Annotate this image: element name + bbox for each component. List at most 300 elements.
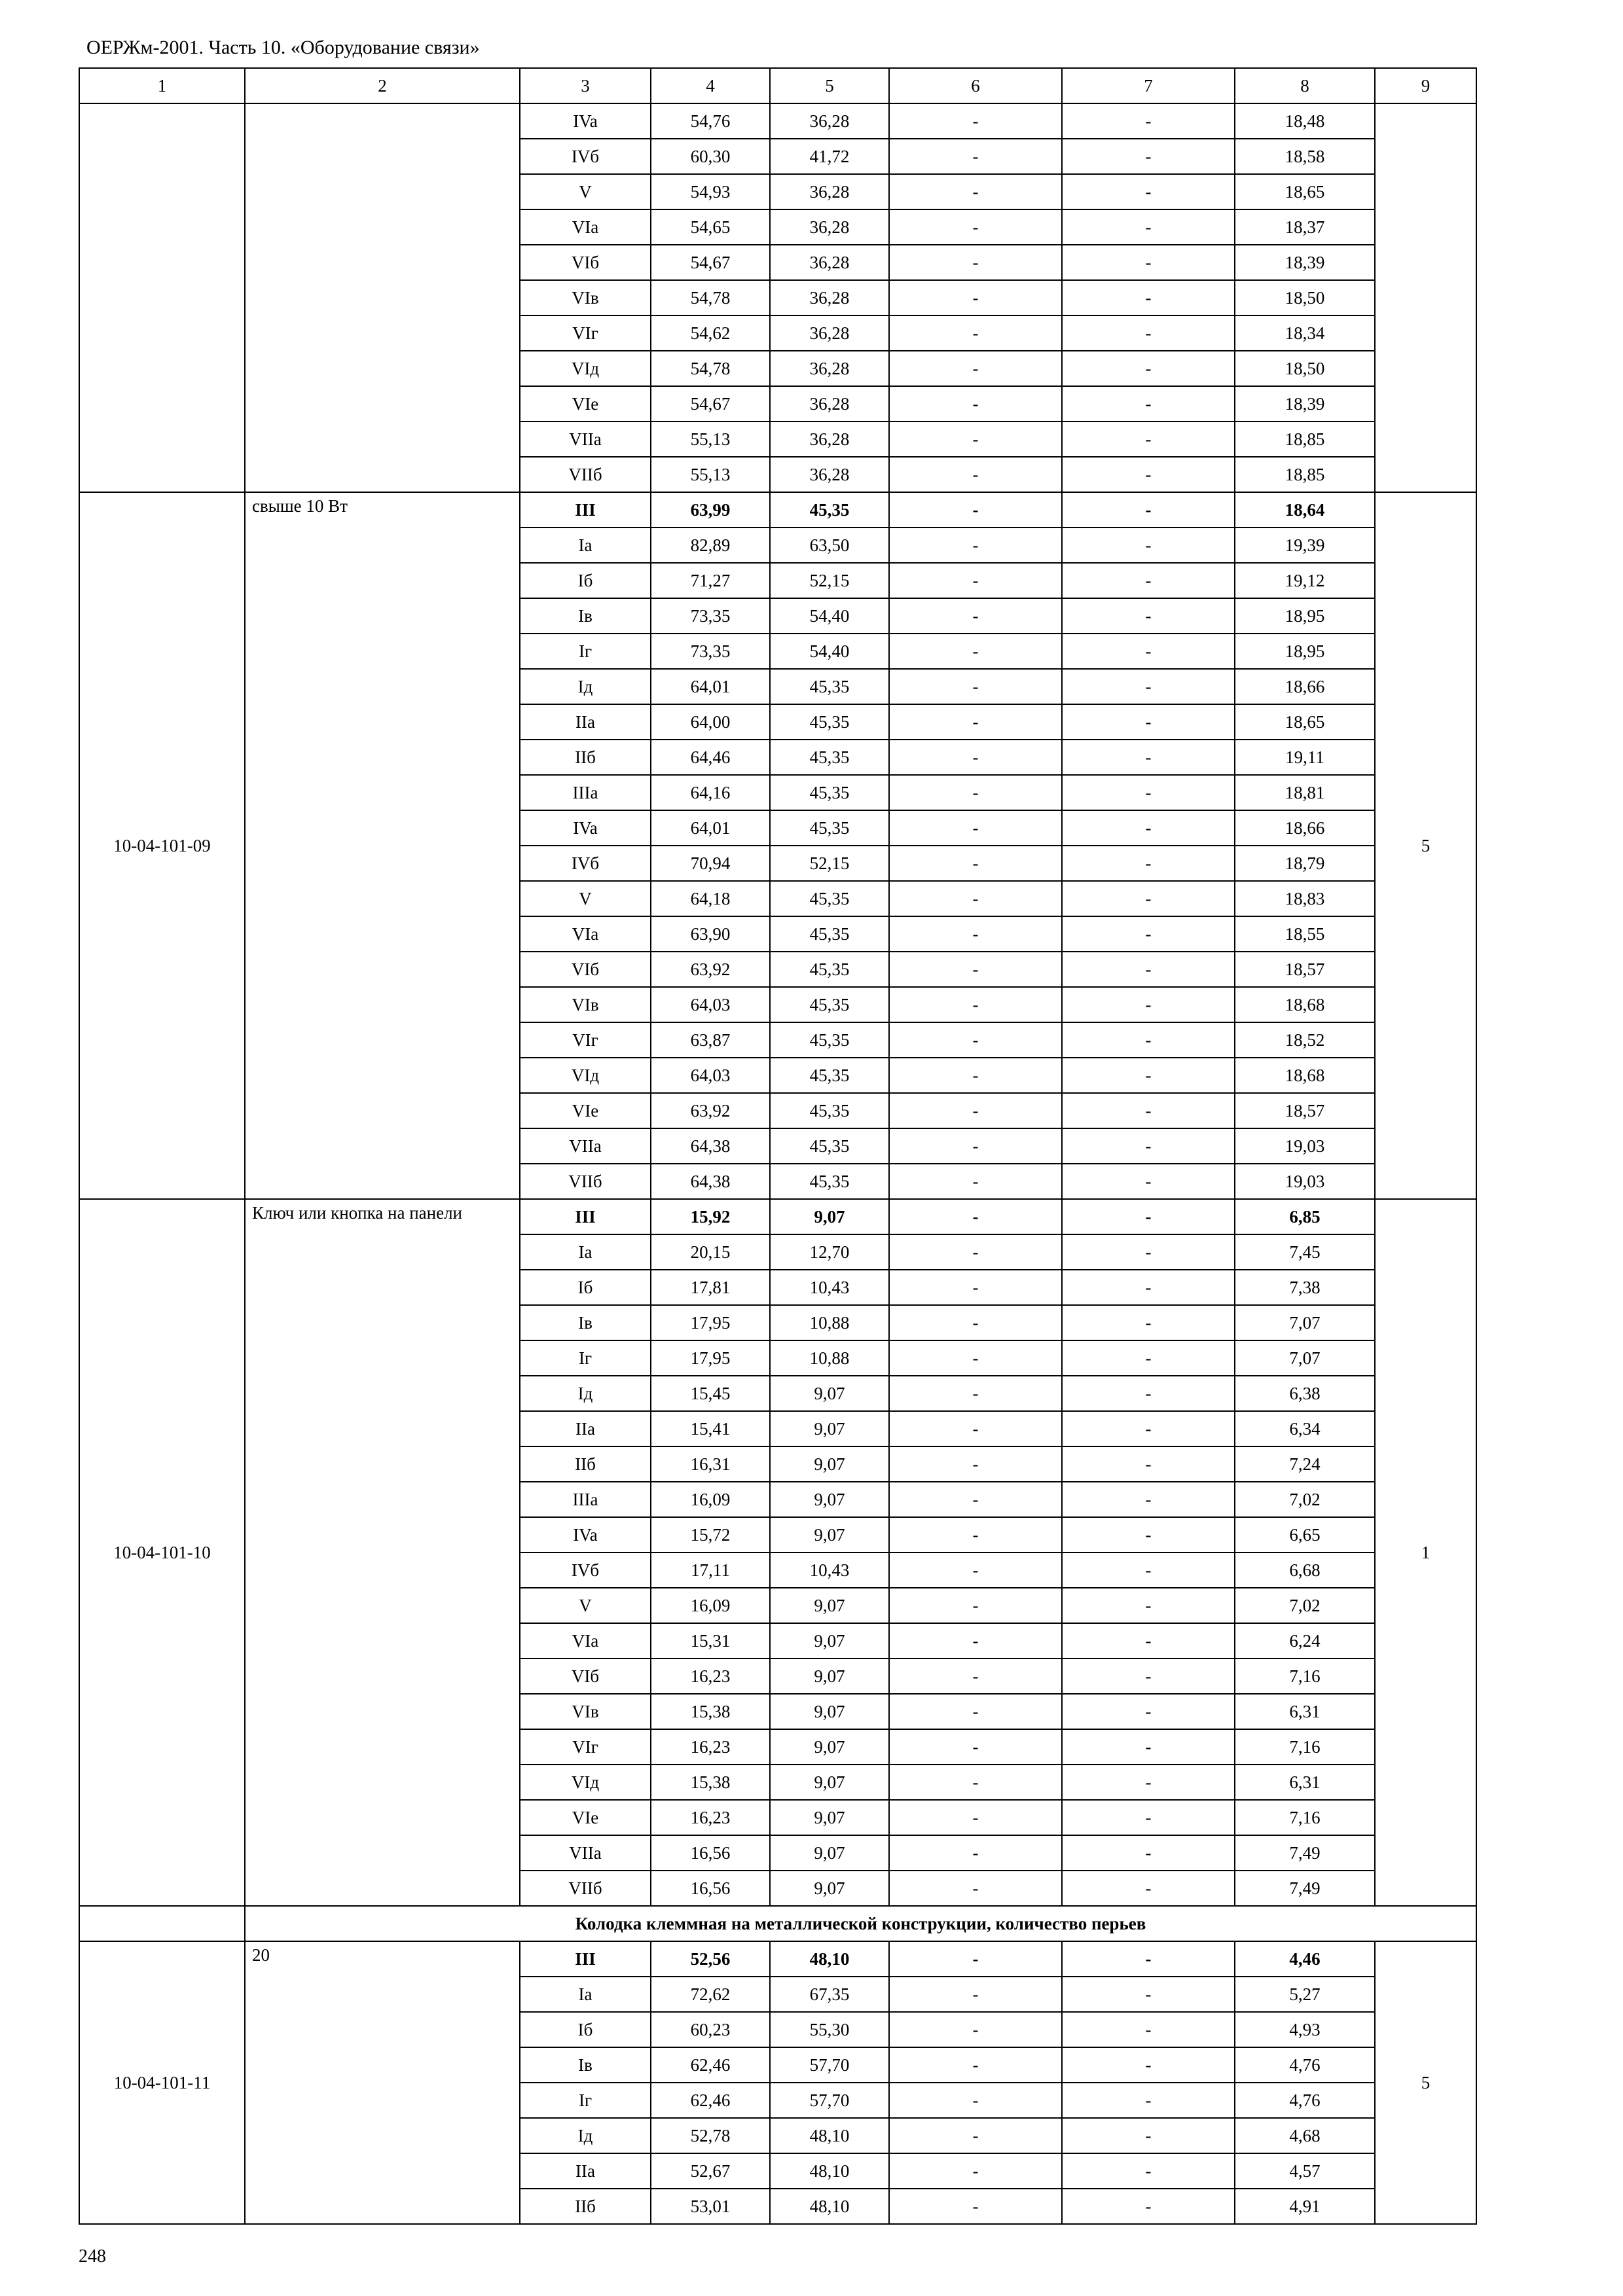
value-col8-cell: 19,03: [1235, 1164, 1375, 1199]
value-col4-cell: 15,72: [651, 1517, 770, 1552]
category-cell: VIб: [520, 952, 651, 987]
value-col8-cell: 18,52: [1235, 1022, 1375, 1058]
value-col7-cell: -: [1062, 1411, 1235, 1446]
value-col6-cell: -: [889, 563, 1062, 598]
value-col6-cell: -: [889, 1659, 1062, 1694]
category-cell: Iв: [520, 598, 651, 634]
category-cell: IIб: [520, 740, 651, 775]
category-cell: Iд: [520, 2118, 651, 2153]
section-title-row: [79, 1906, 1476, 1941]
value-col5-cell: 45,35: [770, 916, 889, 952]
category-cell: Iг: [520, 2083, 651, 2118]
value-col6-cell: -: [889, 457, 1062, 492]
category-cell: Iв: [520, 1305, 651, 1340]
value-col4-cell: 16,56: [651, 1871, 770, 1906]
value-col7-cell: -: [1062, 1022, 1235, 1058]
value-col5-cell: 9,07: [770, 1482, 889, 1517]
value-col6-cell: -: [889, 2012, 1062, 2047]
value-col8-cell: 18,34: [1235, 315, 1375, 351]
name-cell: [245, 103, 520, 492]
value-col4-cell: 64,46: [651, 740, 770, 775]
category-cell: IVб: [520, 846, 651, 881]
value-col6-cell: -: [889, 1977, 1062, 2012]
column-number-2: 2: [245, 68, 520, 103]
value-col4-cell: 64,16: [651, 775, 770, 810]
value-col6-cell: -: [889, 280, 1062, 315]
category-cell: IVa: [520, 1517, 651, 1552]
value-col8-cell: 6,65: [1235, 1517, 1375, 1552]
value-col5-cell: 45,35: [770, 740, 889, 775]
value-col7-cell: -: [1062, 1552, 1235, 1588]
value-col5-cell: 57,70: [770, 2083, 889, 2118]
value-col8-cell: 7,02: [1235, 1482, 1375, 1517]
value-col5-cell: 9,07: [770, 1871, 889, 1906]
value-col5-cell: 48,10: [770, 2189, 889, 2224]
value-col6-cell: -: [889, 1765, 1062, 1800]
value-col8-cell: 18,50: [1235, 351, 1375, 386]
value-col8-cell: 7,38: [1235, 1270, 1375, 1305]
category-cell: VIб: [520, 1659, 651, 1694]
value-col7-cell: -: [1062, 952, 1235, 987]
value-col8-cell: 18,39: [1235, 386, 1375, 422]
value-col6-cell: -: [889, 846, 1062, 881]
value-col7-cell: -: [1062, 1128, 1235, 1164]
value-col5-cell: 54,40: [770, 598, 889, 634]
value-col5-cell: 45,35: [770, 704, 889, 740]
value-col7-cell: -: [1062, 174, 1235, 209]
value-col7-cell: -: [1062, 528, 1235, 563]
category-cell: VIIa: [520, 1128, 651, 1164]
category-cell: IIб: [520, 2189, 651, 2224]
value-col5-cell: 36,28: [770, 351, 889, 386]
value-col7-cell: -: [1062, 1588, 1235, 1623]
column-number-9: 9: [1375, 68, 1476, 103]
value-col7-cell: -: [1062, 1941, 1235, 1977]
value-col7-cell: -: [1062, 1093, 1235, 1128]
value-col7-cell: -: [1062, 987, 1235, 1022]
value-col4-cell: 54,78: [651, 351, 770, 386]
category-cell: VIг: [520, 1729, 651, 1765]
value-col5-cell: 36,28: [770, 209, 889, 245]
value-col6-cell: -: [889, 386, 1062, 422]
value-col8-cell: 18,50: [1235, 280, 1375, 315]
value-col5-cell: 10,88: [770, 1340, 889, 1376]
value-col6-cell: -: [889, 1941, 1062, 1977]
value-col7-cell: -: [1062, 457, 1235, 492]
value-col6-cell: -: [889, 2083, 1062, 2118]
category-cell: VIIб: [520, 457, 651, 492]
value-col7-cell: -: [1062, 139, 1235, 174]
value-col4-cell: 16,56: [651, 1835, 770, 1871]
category-cell: VIб: [520, 245, 651, 280]
value-col5-cell: 10,88: [770, 1305, 889, 1340]
value-col7-cell: -: [1062, 846, 1235, 881]
value-col7-cell: -: [1062, 1340, 1235, 1376]
value-col7-cell: -: [1062, 1305, 1235, 1340]
value-col7-cell: -: [1062, 916, 1235, 952]
category-cell: VIв: [520, 987, 651, 1022]
value-col8-cell: 4,91: [1235, 2189, 1375, 2224]
value-col5-cell: 9,07: [770, 1199, 889, 1234]
value-col6-cell: -: [889, 351, 1062, 386]
value-col8-cell: 18,65: [1235, 704, 1375, 740]
value-col8-cell: 18,85: [1235, 422, 1375, 457]
value-col5-cell: 10,43: [770, 1552, 889, 1588]
value-col7-cell: -: [1062, 881, 1235, 916]
value-col5-cell: 10,43: [770, 1270, 889, 1305]
value-col8-cell: 7,49: [1235, 1835, 1375, 1871]
value-col4-cell: 60,23: [651, 2012, 770, 2047]
value-col5-cell: 9,07: [770, 1517, 889, 1552]
section-blank-cell: [79, 1906, 245, 1941]
value-col4-cell: 54,67: [651, 386, 770, 422]
value-col5-cell: 45,35: [770, 669, 889, 704]
value-col6-cell: -: [889, 1128, 1062, 1164]
value-col4-cell: 52,67: [651, 2153, 770, 2189]
value-col7-cell: -: [1062, 1623, 1235, 1659]
column-number-5: 5: [770, 68, 889, 103]
category-cell: VIe: [520, 1093, 651, 1128]
value-col6-cell: -: [889, 1871, 1062, 1906]
category-cell: V: [520, 1588, 651, 1623]
value-col5-cell: 9,07: [770, 1694, 889, 1729]
column-number-7: 7: [1062, 68, 1235, 103]
value-col5-cell: 9,07: [770, 1659, 889, 1694]
value-col6-cell: -: [889, 245, 1062, 280]
value-col6-cell: -: [889, 315, 1062, 351]
value-col6-cell: -: [889, 634, 1062, 669]
value-col8-cell: 4,76: [1235, 2083, 1375, 2118]
category-cell: Iд: [520, 669, 651, 704]
value-col7-cell: -: [1062, 315, 1235, 351]
value-col8-cell: 4,68: [1235, 2118, 1375, 2153]
value-col4-cell: 64,03: [651, 1058, 770, 1093]
value-col6-cell: -: [889, 704, 1062, 740]
value-col7-cell: -: [1062, 1270, 1235, 1305]
value-col5-cell: 52,15: [770, 846, 889, 881]
value-col4-cell: 53,01: [651, 2189, 770, 2224]
value-col5-cell: 45,35: [770, 1128, 889, 1164]
name-cell: Ключ или кнопка на панели: [245, 1199, 520, 1906]
value-col8-cell: 7,02: [1235, 1588, 1375, 1623]
value-col8-cell: 18,39: [1235, 245, 1375, 280]
value-col8-cell: 6,68: [1235, 1552, 1375, 1588]
code-cell: 10-04-101-11: [79, 1941, 245, 2224]
value-col8-cell: 18,66: [1235, 669, 1375, 704]
value-col5-cell: 45,35: [770, 492, 889, 528]
value-col5-cell: 63,50: [770, 528, 889, 563]
value-col4-cell: 17,95: [651, 1340, 770, 1376]
value-col8-cell: 19,11: [1235, 740, 1375, 775]
unit-cell: [1375, 103, 1476, 492]
value-col6-cell: -: [889, 1800, 1062, 1835]
page-header: ОЕРЖм-2001. Часть 10. «Оборудование связи»: [86, 37, 480, 58]
category-cell: VIд: [520, 1058, 651, 1093]
value-col4-cell: 54,67: [651, 245, 770, 280]
value-col8-cell: 6,31: [1235, 1765, 1375, 1800]
value-col4-cell: 15,92: [651, 1199, 770, 1234]
value-col6-cell: -: [889, 209, 1062, 245]
value-col6-cell: -: [889, 2153, 1062, 2189]
value-col7-cell: -: [1062, 1164, 1235, 1199]
value-col4-cell: 64,03: [651, 987, 770, 1022]
value-col6-cell: -: [889, 1552, 1062, 1588]
category-cell: IVб: [520, 1552, 651, 1588]
value-col8-cell: 18,68: [1235, 1058, 1375, 1093]
category-cell: Iб: [520, 1270, 651, 1305]
value-col8-cell: 18,55: [1235, 916, 1375, 952]
value-col7-cell: -: [1062, 634, 1235, 669]
value-col4-cell: 55,13: [651, 422, 770, 457]
category-cell: VIe: [520, 1800, 651, 1835]
value-col7-cell: -: [1062, 386, 1235, 422]
value-col7-cell: -: [1062, 2189, 1235, 2224]
value-col6-cell: -: [889, 775, 1062, 810]
category-cell: Iб: [520, 2012, 651, 2047]
value-col6-cell: -: [889, 1093, 1062, 1128]
value-col6-cell: -: [889, 174, 1062, 209]
value-col5-cell: 9,07: [770, 1729, 889, 1765]
value-col4-cell: 73,35: [651, 598, 770, 634]
value-col5-cell: 36,28: [770, 245, 889, 280]
value-col5-cell: 45,35: [770, 1093, 889, 1128]
category-cell: IVa: [520, 810, 651, 846]
value-col8-cell: 19,39: [1235, 528, 1375, 563]
unit-cell: 5: [1375, 1941, 1476, 2224]
value-col6-cell: -: [889, 1340, 1062, 1376]
category-cell: VIд: [520, 1765, 651, 1800]
value-col4-cell: 54,78: [651, 280, 770, 315]
value-col5-cell: 57,70: [770, 2047, 889, 2083]
value-col8-cell: 18,85: [1235, 457, 1375, 492]
value-col4-cell: 55,13: [651, 457, 770, 492]
value-col8-cell: 18,58: [1235, 139, 1375, 174]
value-col5-cell: 54,40: [770, 634, 889, 669]
value-col7-cell: -: [1062, 2083, 1235, 2118]
value-col4-cell: 54,93: [651, 174, 770, 209]
value-col5-cell: 45,35: [770, 775, 889, 810]
category-cell: VIв: [520, 1694, 651, 1729]
value-col4-cell: 17,11: [651, 1552, 770, 1588]
value-col4-cell: 16,31: [651, 1446, 770, 1482]
value-col4-cell: 64,18: [651, 881, 770, 916]
value-col7-cell: -: [1062, 1517, 1235, 1552]
value-col4-cell: 17,95: [651, 1305, 770, 1340]
value-col8-cell: 18,66: [1235, 810, 1375, 846]
value-col8-cell: 18,79: [1235, 846, 1375, 881]
category-cell: III: [520, 1941, 651, 1977]
value-col8-cell: 7,45: [1235, 1234, 1375, 1270]
value-col8-cell: 4,46: [1235, 1941, 1375, 1977]
value-col5-cell: 48,10: [770, 2118, 889, 2153]
rates-table: [79, 67, 1477, 2225]
category-cell: V: [520, 174, 651, 209]
value-col8-cell: 7,16: [1235, 1729, 1375, 1765]
value-col7-cell: -: [1062, 1729, 1235, 1765]
value-col8-cell: 18,81: [1235, 775, 1375, 810]
category-cell: IVб: [520, 139, 651, 174]
value-col7-cell: -: [1062, 2153, 1235, 2189]
value-col4-cell: 63,92: [651, 1093, 770, 1128]
table-body: [79, 68, 1476, 2224]
value-col8-cell: 18,68: [1235, 987, 1375, 1022]
value-col4-cell: 63,99: [651, 492, 770, 528]
value-col4-cell: 16,23: [651, 1729, 770, 1765]
value-col5-cell: 67,35: [770, 1977, 889, 2012]
value-col7-cell: -: [1062, 1199, 1235, 1234]
value-col4-cell: 64,01: [651, 669, 770, 704]
value-col6-cell: -: [889, 422, 1062, 457]
category-cell: VIг: [520, 1022, 651, 1058]
value-col7-cell: -: [1062, 351, 1235, 386]
value-col5-cell: 36,28: [770, 315, 889, 351]
column-number-8: 8: [1235, 68, 1375, 103]
code-cell: [79, 103, 245, 492]
value-col7-cell: -: [1062, 2047, 1235, 2083]
value-col4-cell: 54,76: [651, 103, 770, 139]
value-col4-cell: 16,09: [651, 1482, 770, 1517]
value-col8-cell: 19,12: [1235, 563, 1375, 598]
value-col6-cell: -: [889, 1729, 1062, 1765]
value-col8-cell: 18,65: [1235, 174, 1375, 209]
value-col5-cell: 45,35: [770, 952, 889, 987]
value-col6-cell: -: [889, 987, 1062, 1022]
value-col8-cell: 7,16: [1235, 1800, 1375, 1835]
value-col5-cell: 45,35: [770, 1164, 889, 1199]
value-col5-cell: 36,28: [770, 280, 889, 315]
category-cell: Iв: [520, 2047, 651, 2083]
value-col4-cell: 16,23: [651, 1659, 770, 1694]
category-cell: Ia: [520, 1234, 651, 1270]
value-col6-cell: -: [889, 1623, 1062, 1659]
value-col7-cell: -: [1062, 669, 1235, 704]
value-col7-cell: -: [1062, 1977, 1235, 2012]
value-col4-cell: 52,56: [651, 1941, 770, 1977]
table-row: [79, 103, 1476, 139]
value-col4-cell: 15,31: [651, 1623, 770, 1659]
column-number-row: [79, 68, 1476, 103]
value-col6-cell: -: [889, 1411, 1062, 1446]
value-col6-cell: -: [889, 1022, 1062, 1058]
category-cell: VIa: [520, 916, 651, 952]
value-col5-cell: 36,28: [770, 103, 889, 139]
value-col7-cell: -: [1062, 1482, 1235, 1517]
value-col4-cell: 15,38: [651, 1765, 770, 1800]
value-col6-cell: -: [889, 1835, 1062, 1871]
value-col5-cell: 41,72: [770, 139, 889, 174]
value-col4-cell: 15,38: [651, 1694, 770, 1729]
value-col7-cell: -: [1062, 1694, 1235, 1729]
value-col5-cell: 36,28: [770, 457, 889, 492]
column-number-6: 6: [889, 68, 1062, 103]
value-col7-cell: -: [1062, 1058, 1235, 1093]
category-cell: Iб: [520, 563, 651, 598]
value-col4-cell: 63,90: [651, 916, 770, 952]
value-col7-cell: -: [1062, 1659, 1235, 1694]
value-col4-cell: 64,01: [651, 810, 770, 846]
value-col7-cell: -: [1062, 1234, 1235, 1270]
value-col8-cell: 6,24: [1235, 1623, 1375, 1659]
category-cell: V: [520, 881, 651, 916]
category-cell: IIa: [520, 2153, 651, 2189]
value-col4-cell: 15,41: [651, 1411, 770, 1446]
value-col4-cell: 82,89: [651, 528, 770, 563]
value-col5-cell: 48,10: [770, 1941, 889, 1977]
value-col5-cell: 45,35: [770, 1022, 889, 1058]
value-col8-cell: 7,16: [1235, 1659, 1375, 1694]
value-col8-cell: 18,95: [1235, 598, 1375, 634]
value-col8-cell: 6,38: [1235, 1376, 1375, 1411]
category-cell: Iг: [520, 1340, 651, 1376]
value-col7-cell: -: [1062, 775, 1235, 810]
value-col6-cell: -: [889, 2118, 1062, 2153]
value-col8-cell: 18,48: [1235, 103, 1375, 139]
category-cell: III: [520, 492, 651, 528]
section-title: Колодка клеммная на металлической конструкции, количество перьев: [245, 1906, 1476, 1941]
value-col8-cell: 18,64: [1235, 492, 1375, 528]
value-col6-cell: -: [889, 1376, 1062, 1411]
value-col7-cell: -: [1062, 1800, 1235, 1835]
value-col6-cell: -: [889, 2189, 1062, 2224]
category-cell: VIд: [520, 351, 651, 386]
value-col4-cell: 17,81: [651, 1270, 770, 1305]
value-col5-cell: 45,35: [770, 987, 889, 1022]
value-col8-cell: 18,37: [1235, 209, 1375, 245]
value-col8-cell: 4,57: [1235, 2153, 1375, 2189]
value-col4-cell: 60,30: [651, 139, 770, 174]
category-cell: VIв: [520, 280, 651, 315]
value-col8-cell: 7,07: [1235, 1340, 1375, 1376]
value-col5-cell: 9,07: [770, 1800, 889, 1835]
category-cell: VIг: [520, 315, 651, 351]
value-col4-cell: 71,27: [651, 563, 770, 598]
value-col7-cell: -: [1062, 1835, 1235, 1871]
category-cell: IVa: [520, 103, 651, 139]
table-row: [79, 1941, 1476, 1977]
value-col8-cell: 19,03: [1235, 1128, 1375, 1164]
value-col7-cell: -: [1062, 598, 1235, 634]
value-col7-cell: -: [1062, 1765, 1235, 1800]
table-row: [79, 1199, 1476, 1234]
category-cell: IIa: [520, 1411, 651, 1446]
unit-cell: 5: [1375, 492, 1476, 1199]
category-cell: IIa: [520, 704, 651, 740]
value-col8-cell: 6,31: [1235, 1694, 1375, 1729]
value-col5-cell: 9,07: [770, 1446, 889, 1482]
category-cell: III: [520, 1199, 651, 1234]
unit-cell: 1: [1375, 1199, 1476, 1906]
value-col8-cell: 7,07: [1235, 1305, 1375, 1340]
value-col6-cell: -: [889, 1199, 1062, 1234]
category-cell: Iг: [520, 634, 651, 669]
page-number: 248: [79, 2246, 106, 2267]
value-col4-cell: 20,15: [651, 1234, 770, 1270]
value-col5-cell: 9,07: [770, 1376, 889, 1411]
value-col4-cell: 64,38: [651, 1164, 770, 1199]
value-col6-cell: -: [889, 952, 1062, 987]
value-col5-cell: 48,10: [770, 2153, 889, 2189]
value-col4-cell: 54,65: [651, 209, 770, 245]
value-col4-cell: 64,00: [651, 704, 770, 740]
value-col6-cell: -: [889, 1446, 1062, 1482]
value-col5-cell: 45,35: [770, 881, 889, 916]
code-cell: 10-04-101-09: [79, 492, 245, 1199]
value-col6-cell: -: [889, 1482, 1062, 1517]
code-cell: 10-04-101-10: [79, 1199, 245, 1906]
value-col4-cell: 62,46: [651, 2047, 770, 2083]
value-col7-cell: -: [1062, 2118, 1235, 2153]
column-number-1: 1: [79, 68, 245, 103]
